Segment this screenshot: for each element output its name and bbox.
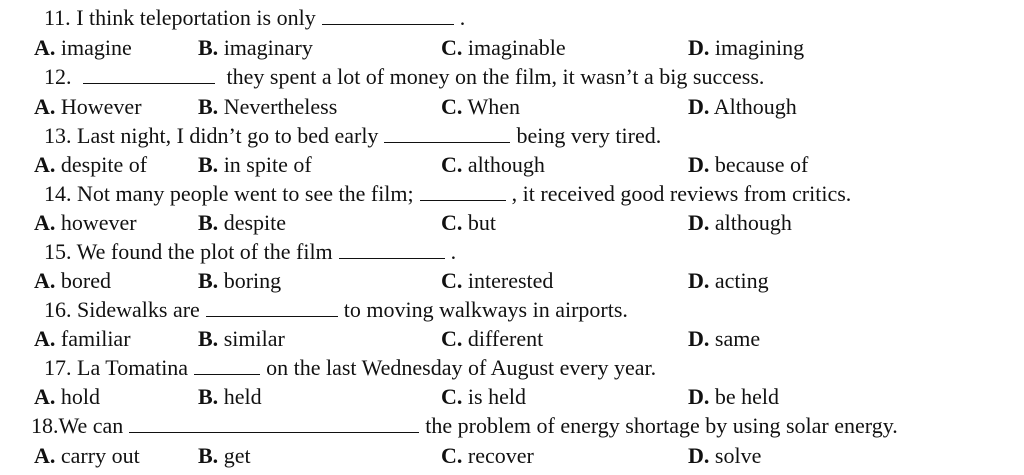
- option-d: [688, 324, 760, 353]
- option-letter: B.: [198, 94, 219, 119]
- option-letter: C.: [441, 268, 463, 293]
- option-letter: C.: [441, 443, 463, 468]
- option-letter: A.: [34, 94, 56, 119]
- option-d: [688, 441, 761, 470]
- question-14: [0, 179, 1024, 208]
- option-letter: C.: [441, 152, 463, 177]
- option-a: [34, 324, 131, 353]
- option-text: be held: [714, 384, 780, 409]
- option-letter: D.: [688, 94, 710, 119]
- option-letter: B.: [198, 384, 219, 409]
- option-text: acting: [714, 268, 769, 293]
- option-text: although: [714, 210, 792, 235]
- question-number: 14.: [44, 181, 72, 206]
- option-text: held: [223, 384, 262, 409]
- answer-blank: [129, 414, 419, 433]
- question-stem: [44, 295, 628, 324]
- question-number: 13.: [44, 123, 72, 148]
- option-letter: C.: [441, 384, 463, 409]
- option-text: recover: [467, 443, 534, 468]
- option-letter: D.: [688, 152, 710, 177]
- question-number: 12.: [44, 64, 72, 89]
- option-letter: D.: [688, 35, 710, 60]
- option-text: however: [60, 210, 137, 235]
- options-11: [0, 33, 1024, 62]
- question-text: Not many people went to see the film;: [77, 181, 414, 206]
- option-c: [441, 33, 566, 62]
- option-c: [441, 382, 526, 411]
- option-letter: B.: [198, 152, 219, 177]
- option-text: solve: [714, 443, 762, 468]
- option-letter: B.: [198, 35, 219, 60]
- option-text: imaginary: [223, 35, 313, 60]
- option-c: [441, 92, 520, 121]
- option-letter: C.: [441, 210, 463, 235]
- answer-blank: [206, 298, 338, 317]
- options-15: [0, 266, 1024, 295]
- answer-blank: [420, 182, 506, 201]
- option-text: despite of: [60, 152, 148, 177]
- option-letter: D.: [688, 384, 710, 409]
- option-text: hold: [60, 384, 101, 409]
- option-a: [34, 266, 111, 295]
- answer-blank: [384, 124, 510, 143]
- option-b: [198, 150, 312, 179]
- option-text: despite: [223, 210, 287, 235]
- options-13: [0, 150, 1024, 179]
- question-12: [0, 62, 1024, 91]
- option-b: [198, 382, 262, 411]
- question-17: [0, 353, 1024, 382]
- question-stem: [44, 121, 661, 150]
- option-text: Nevertheless: [223, 94, 338, 119]
- option-text: because of: [714, 152, 809, 177]
- option-text: familiar: [60, 326, 131, 351]
- option-a: [34, 441, 140, 470]
- option-a: [34, 382, 100, 411]
- option-text: but: [467, 210, 497, 235]
- option-letter: A.: [34, 443, 56, 468]
- question-18: [0, 411, 1024, 440]
- question-text-end: being very tired.: [516, 123, 662, 148]
- option-letter: B.: [198, 443, 219, 468]
- question-text-end: .: [459, 5, 466, 30]
- options-12: [0, 92, 1024, 121]
- question-number: 17.: [44, 355, 72, 380]
- question-stem: [44, 3, 465, 32]
- option-text: imagine: [60, 35, 132, 60]
- option-text: Although: [713, 94, 797, 119]
- option-b: [198, 33, 313, 62]
- question-text-end: to moving walkways in airports.: [343, 297, 628, 322]
- option-text: boring: [223, 268, 282, 293]
- question-16: [0, 295, 1024, 324]
- option-letter: D.: [688, 268, 710, 293]
- question-number: 15.: [44, 239, 72, 264]
- option-b: [198, 266, 281, 295]
- option-a: [34, 150, 147, 179]
- option-text: although: [467, 152, 545, 177]
- option-a: [34, 33, 132, 62]
- question-number: 11.: [44, 5, 71, 30]
- answer-blank: [194, 356, 260, 375]
- question-stem: [44, 62, 764, 91]
- options-17: [0, 382, 1024, 411]
- question-stem: [44, 353, 656, 382]
- option-d: [688, 382, 779, 411]
- option-d: [688, 208, 792, 237]
- question-stem: [44, 237, 456, 266]
- question-text: We can: [58, 413, 124, 438]
- question-text-end: they spent a lot of money on the film, it wasn’t a big success.: [226, 64, 765, 89]
- option-text: carry out: [60, 443, 140, 468]
- option-c: [441, 150, 545, 179]
- option-letter: D.: [688, 443, 710, 468]
- options-14: [0, 208, 1024, 237]
- option-text: interested: [467, 268, 554, 293]
- option-letter: A.: [34, 35, 56, 60]
- option-text: same: [714, 326, 761, 351]
- option-text: get: [223, 443, 251, 468]
- option-b: [198, 324, 285, 353]
- question-number: 18.: [31, 413, 59, 438]
- option-letter: A.: [34, 268, 56, 293]
- options-16: [0, 324, 1024, 353]
- option-b: [198, 441, 251, 470]
- question-text-end: on the last Wednesday of August every year.: [266, 355, 657, 380]
- option-text: different: [467, 326, 544, 351]
- option-letter: B.: [198, 268, 219, 293]
- answer-blank: [339, 240, 445, 259]
- option-c: [441, 324, 543, 353]
- question-15: [0, 237, 1024, 266]
- option-text: bored: [60, 268, 111, 293]
- option-text: imaginable: [467, 35, 566, 60]
- answer-blank: [322, 6, 454, 25]
- question-text: Sidewalks are: [77, 297, 200, 322]
- question-stem: [31, 411, 898, 440]
- option-c: [441, 208, 496, 237]
- option-c: [441, 266, 553, 295]
- option-text: However: [60, 94, 142, 119]
- question-number: 16.: [44, 297, 72, 322]
- option-letter: A.: [34, 210, 56, 235]
- option-b: [198, 208, 286, 237]
- option-letter: B.: [198, 326, 219, 351]
- option-a: [34, 92, 142, 121]
- option-d: [688, 92, 797, 121]
- question-text: Last night, I didn’t go to bed early: [77, 123, 379, 148]
- option-d: [688, 266, 769, 295]
- options-18: [0, 441, 1024, 470]
- question-text: La Tomatina: [77, 355, 189, 380]
- option-letter: A.: [34, 326, 56, 351]
- question-text: I think teleportation is only: [76, 5, 316, 30]
- question-11: [0, 3, 1024, 32]
- option-d: [688, 150, 808, 179]
- question-text: We found the plot of the film: [76, 239, 333, 264]
- question-13: [0, 121, 1024, 150]
- option-c: [441, 441, 534, 470]
- question-stem: [44, 179, 851, 208]
- answer-blank: [83, 65, 215, 84]
- option-text: is held: [467, 384, 526, 409]
- question-text-end: the problem of energy shortage by using solar energy.: [425, 413, 898, 438]
- option-text: in spite of: [223, 152, 312, 177]
- option-text: imagining: [714, 35, 805, 60]
- option-letter: D.: [688, 210, 710, 235]
- option-a: [34, 208, 137, 237]
- option-text: similar: [223, 326, 285, 351]
- question-text-end: .: [450, 239, 457, 264]
- option-d: [688, 33, 804, 62]
- option-text: When: [467, 94, 521, 119]
- option-letter: D.: [688, 326, 710, 351]
- option-letter: B.: [198, 210, 219, 235]
- option-b: [198, 92, 337, 121]
- option-letter: C.: [441, 94, 463, 119]
- option-letter: C.: [441, 35, 463, 60]
- question-text-end: , it received good reviews from critics.: [511, 181, 852, 206]
- option-letter: A.: [34, 384, 56, 409]
- option-letter: C.: [441, 326, 463, 351]
- option-letter: A.: [34, 152, 56, 177]
